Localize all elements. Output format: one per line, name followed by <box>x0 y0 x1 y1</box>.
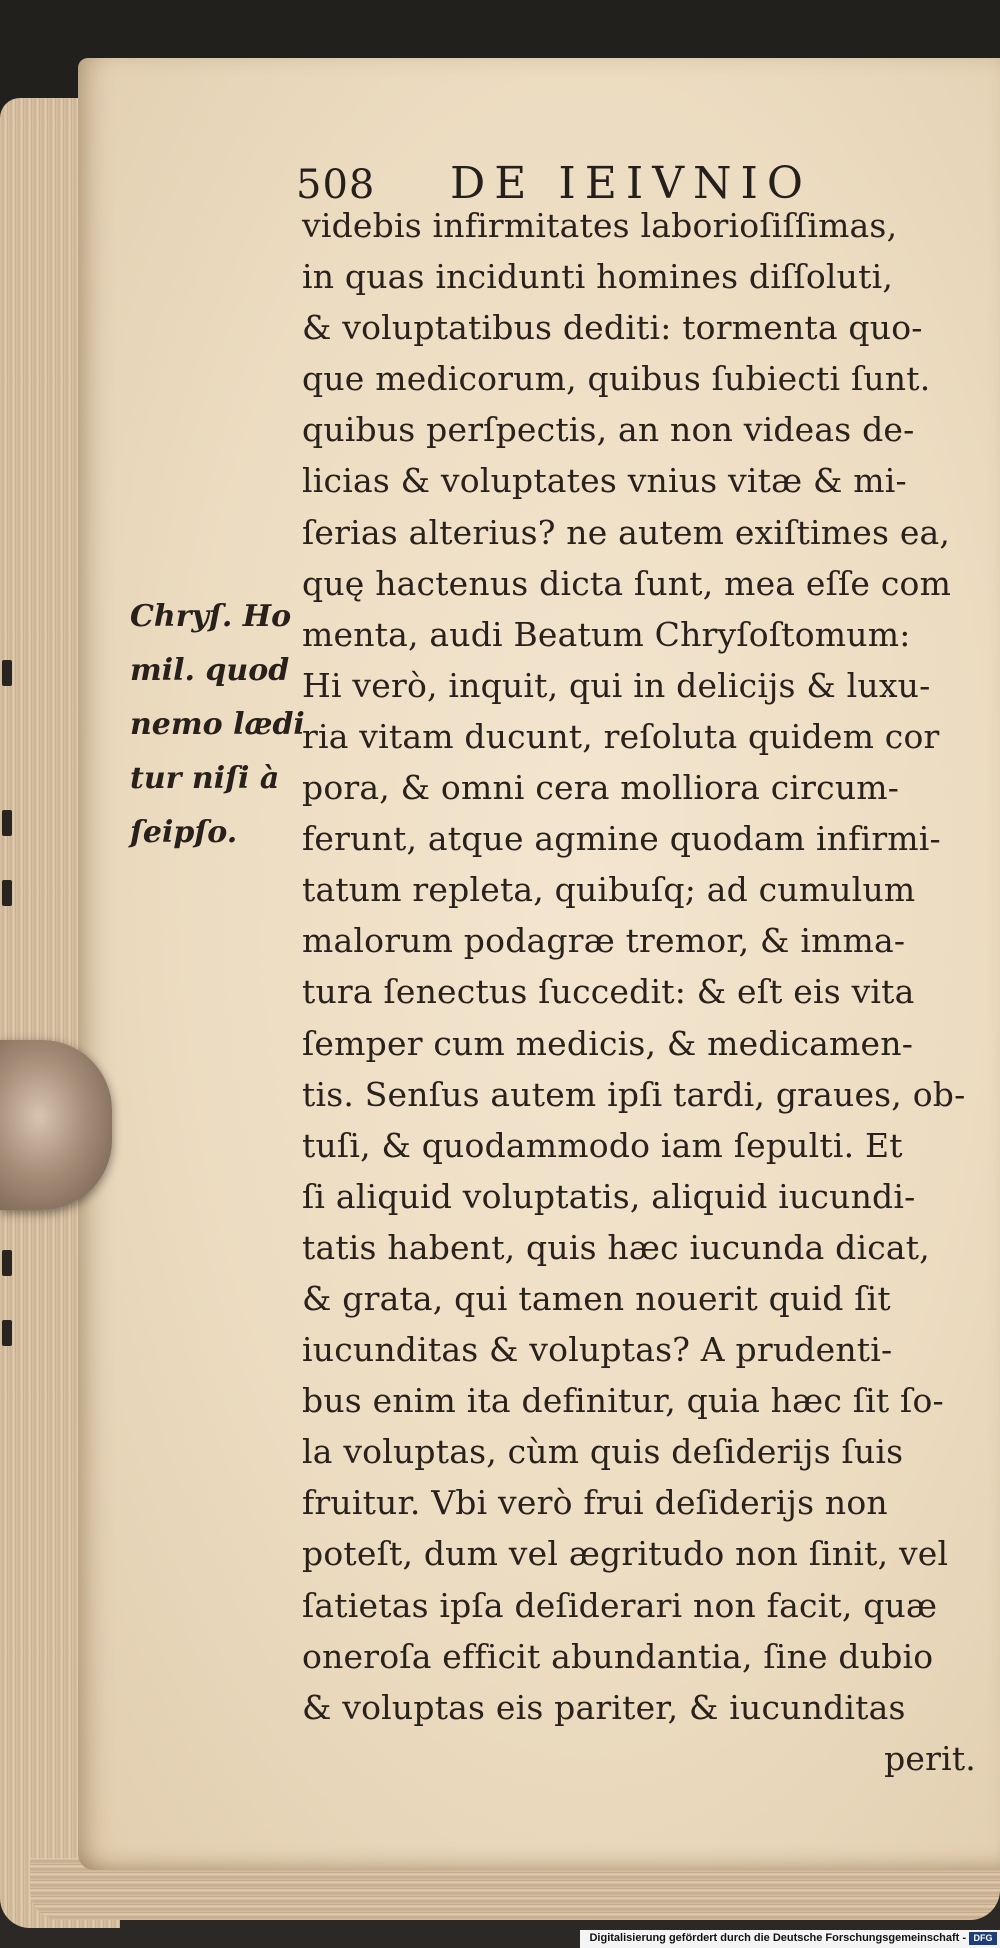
text-line: ſatietas ipſa deſiderari non facit, quæ <box>302 1585 938 1625</box>
text-line: menta, audi Beatum Chryſoſtomum: <box>302 614 911 654</box>
text-line: pora, & omni cera molliora circum- <box>302 768 900 808</box>
marginal-note-line: tur niſi à <box>130 761 280 796</box>
text-line: ſi aliquid voluptatis, aliquid iucundi- <box>302 1176 916 1216</box>
marginal-note-line: Chryſ. Ho <box>130 599 292 634</box>
ink-mark <box>2 660 12 686</box>
text-line: quibus perſpectis, an non videas de- <box>302 410 915 450</box>
text-line: bus enim ita definitur, quia hæc ſit ſo- <box>302 1381 944 1421</box>
text-line: ria vitam ducunt, reſoluta quidem cor <box>302 716 940 756</box>
footer-credit: Digitalisierung gefördert durch die Deutsche Forschungsgemeinschaft - <box>589 1932 966 1944</box>
text-line: & grata, qui tamen nouerit quid ſit <box>302 1278 891 1318</box>
text-line: tatis habent, quis hæc iucunda dicat, <box>302 1227 930 1267</box>
ink-mark <box>2 880 12 906</box>
text-line: Hi verò, inquit, qui in delicijs & luxu- <box>302 665 931 705</box>
marginal-note <box>130 590 305 860</box>
page-number: 508 <box>296 162 376 208</box>
text-line: licias & voluptates vnius vitæ & mi- <box>302 461 907 501</box>
ink-mark <box>2 1320 12 1346</box>
dfg-logo: DFG <box>969 1932 997 1945</box>
text-line: & voluptas eis pariter, & iucunditas <box>302 1687 906 1727</box>
facing-page-strip <box>0 560 18 1380</box>
text-line: fruitur. Vbi verò frui deſiderijs non <box>302 1483 888 1523</box>
ink-mark <box>2 1250 12 1276</box>
text-line: tuſi, & quodammodo iam ſepulti. Et <box>302 1125 903 1165</box>
marginal-note-line: ſeipſo. <box>130 815 238 850</box>
text-line: & voluptatibus dediti: tormenta quo- <box>302 308 923 348</box>
text-line: ſemper cum medicis, & medicamen- <box>302 1023 914 1063</box>
text-line: quę hactenus dicta ſunt, mea eſſe com <box>302 563 952 603</box>
marginal-note-line: nemo lædi <box>130 707 305 742</box>
text-line: poteſt, dum vel ægritudo non ſinit, vel <box>302 1534 949 1574</box>
text-line: la voluptas, cùm quis deſiderijs ſuis <box>302 1432 904 1472</box>
body-text <box>302 200 980 1784</box>
text-line: ſerias alterius? ne autem exiſtimes ea, <box>302 512 951 552</box>
text-line: malorum podagræ tremor, & imma- <box>302 921 906 961</box>
text-line: tatum repleta, quibuſq; ad cumulum <box>302 870 916 910</box>
marginal-note-line: mil. quod <box>130 653 290 688</box>
page-clip <box>0 1040 112 1210</box>
text-line: oneroſa efficit abundantia, ſine dubio <box>302 1636 934 1676</box>
ink-mark <box>2 810 12 836</box>
text-line: tura ſenectus ſuccedit: & eſt eis vita <box>302 972 915 1012</box>
text-line: que medicorum, quibus ſubiecti ſunt. <box>302 359 931 399</box>
text-line: in quas incidunti homines diſſoluti, <box>302 257 894 297</box>
text-line: tis. Senſus autem ipſi tardi, graues, ob- <box>302 1074 966 1114</box>
text-line: ferunt, atque agmine quodam infirmi- <box>302 819 941 859</box>
text-line: iucunditas & voluptas? A prudenti- <box>302 1330 893 1370</box>
text-line-last: perit. <box>884 1738 976 1778</box>
running-title: DE IEIVNIO <box>450 158 812 209</box>
text-line: videbis infirmitates laborioſiſſimas, <box>302 206 898 245</box>
